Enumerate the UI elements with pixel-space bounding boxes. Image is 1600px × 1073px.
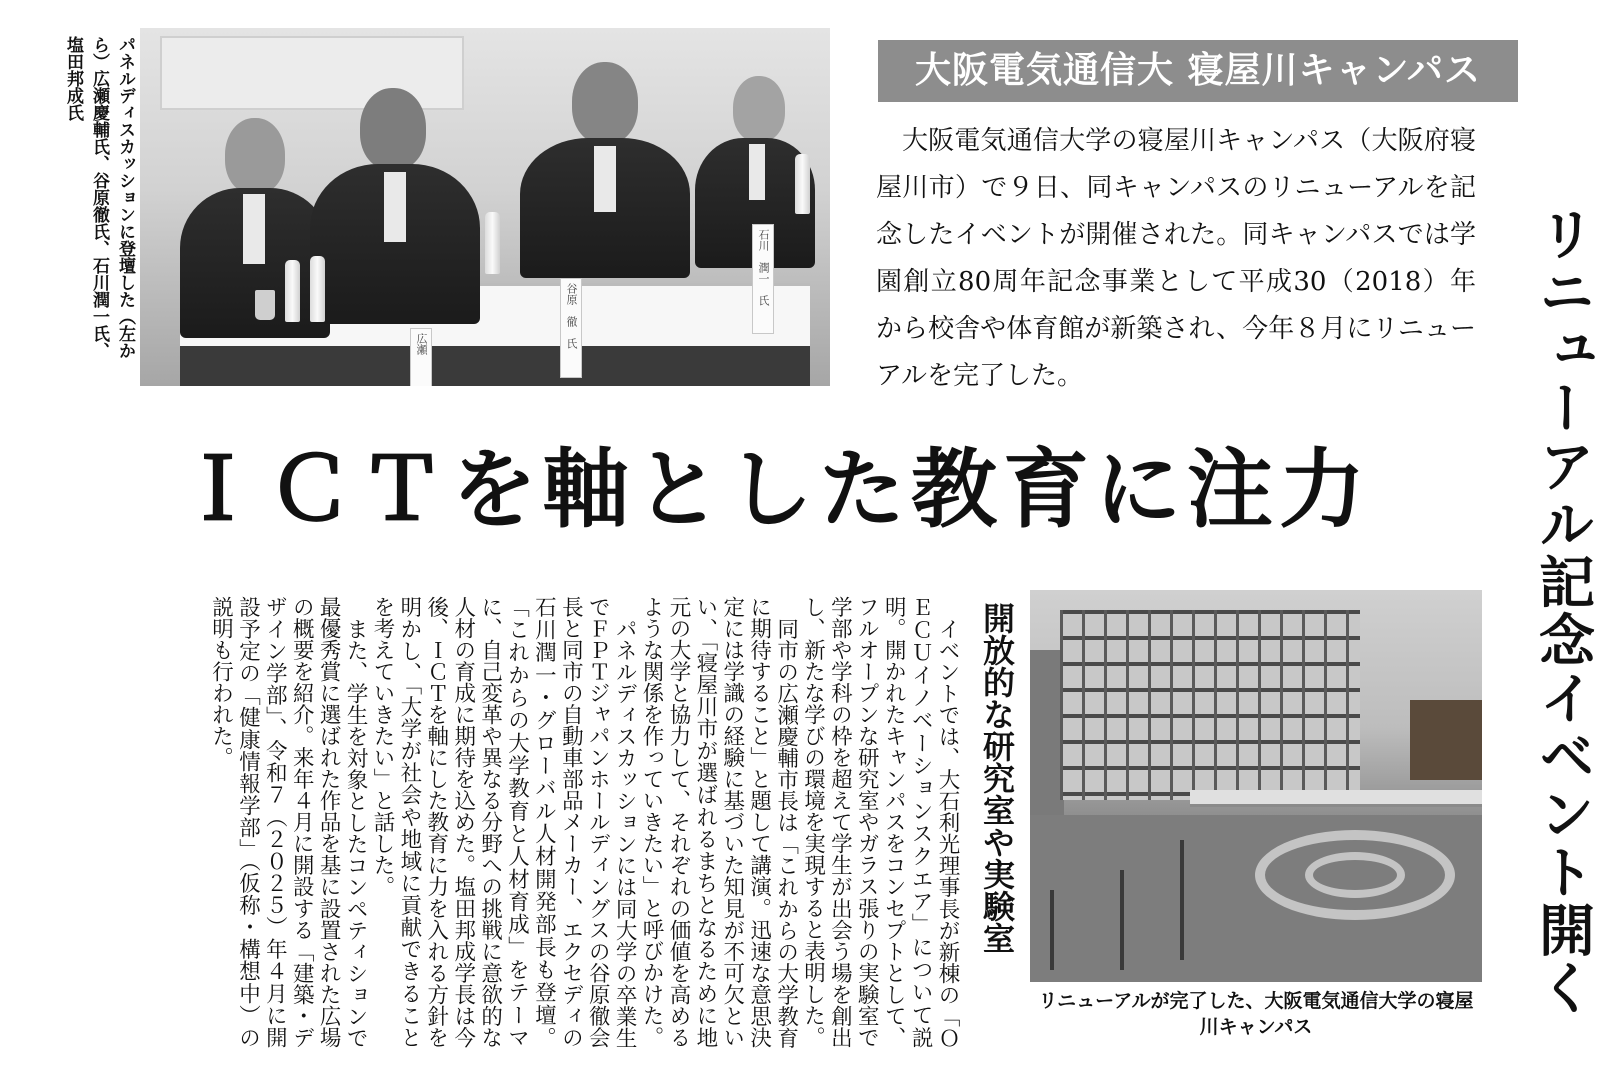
campus-photo — [1030, 590, 1482, 982]
lead-paragraph: 大阪電気通信大学の寝屋川キャンパス（大阪府寝屋川市）で９日、同キャンパスのリニューアルを記念したイベントが開催された。同キャンパスでは学園創立80周年記念事業として平成30（2018）年から校舎や体育館が新築され、今年８月にリニューアルを完了した。 — [876, 126, 1476, 391]
nameplate-right: 石川 潤一 氏 — [752, 224, 774, 334]
tree — [1180, 840, 1184, 960]
panelist-3 — [520, 62, 690, 277]
campus-building — [1060, 610, 1360, 800]
main-headline: ＩＣＴを軸とした教育に注力 — [175, 439, 1371, 540]
nameplate-left: 広瀬 — [410, 328, 432, 386]
tree — [1050, 890, 1054, 970]
side-headline: リニューアル記念イベント開く — [1530, 205, 1595, 1017]
water-bottle — [485, 212, 500, 274]
water-bottle — [795, 154, 810, 214]
water-bottle — [285, 260, 300, 322]
building-side — [1030, 650, 1064, 830]
body-paragraph: パネルディスカッションには同大学の卒業生でＦＰＴジャパンホールディングスの谷原徹会長と同市の自動車部品メーカー、エクセディの石川潤一・グローバル人材開発部長も登壇。「これからの大学教育と人材育成」をテーマに、自己変革や異なる分野への挑戦に意欲的な人材の育成に期待を込めた。塩田邦成学長は今後、ＩＣＴを軸にした教育に力を入れる方針を明かし、「大学が社会や地域に貢献できることを考えていきたい」と話した。 — [369, 596, 638, 1048]
article-body — [60, 596, 960, 1048]
plaza-inner-ring — [1305, 852, 1405, 898]
tree — [1120, 870, 1124, 970]
campus-photo-caption: リニューアルが完了した、大阪電気通信大学の寝屋川キャンパス — [1038, 990, 1474, 1038]
panelist-2 — [310, 88, 480, 298]
section-banner: 大阪電気通信大 寝屋川キャンパス — [878, 40, 1518, 102]
water-bottle — [310, 256, 325, 322]
table-skirt — [180, 346, 810, 386]
body-paragraph: また、学生を対象としたコンペティションで最優秀賞に選ばれた作品を基に設置された広場の概要を紹介。来年４月に開設する「建築・デザイン学部」、令和７（２０２５）年４月に開設予定の「健康情報学部」（仮称・構想中）の説明も行われた。 — [208, 596, 369, 1048]
panelist-1 — [180, 108, 330, 308]
walkway-canopy — [1190, 790, 1482, 807]
sub-headline: 開放的な研究室や実験室 — [978, 602, 1016, 954]
gym-roof — [1410, 700, 1482, 780]
cup — [255, 290, 275, 320]
panel-discussion-photo — [140, 28, 830, 386]
body-paragraph: イベントでは、大石利光理事長が新棟の「ＯＥＣＵイノベーションスクエア」について説明。開かれたキャンパスをコンセプトとして、フルオープンな研究室やガラス張りの実験室で学部や学科の枠を超えて学生が出会う場を創出し、新たな学びの環境を実現すると表明した。 — [800, 596, 960, 1048]
photo-caption: パネルディスカッションに登壇した（左から）広瀬慶輔氏、谷原徹氏、石川潤一氏、塩田邦成氏 — [63, 36, 135, 359]
nameplate-middle: 谷原 徹 氏 — [560, 278, 582, 378]
body-paragraph: 同市の広瀬慶輔市長は「これからの大学教育に期待すること」と題して講演。迅速な意思決定には学識の経験に基づいた知見が不可欠とい い、「寝屋川市が選ばれるまちとなるために地元の大学と協力して、それぞれの価値を高めるような関係を作っていきたい」と呼びかけた。 — [639, 596, 799, 1048]
